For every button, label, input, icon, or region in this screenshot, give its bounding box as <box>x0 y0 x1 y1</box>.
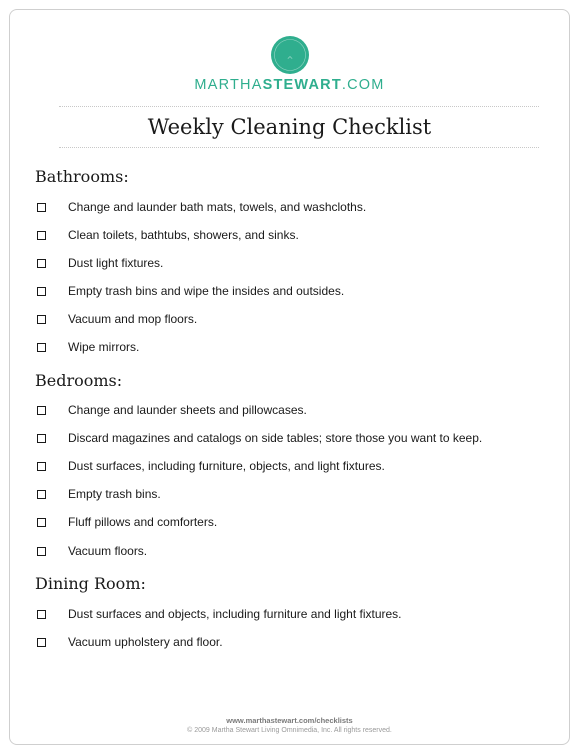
footer-url-link[interactable]: www.marthastewart.com/checklists <box>226 716 353 725</box>
checkbox[interactable] <box>37 518 46 527</box>
checklist-item-label: Dust light fixtures. <box>68 256 164 270</box>
checklist-item-label: Dust surfaces, including furniture, objects, and light fixtures. <box>68 459 385 473</box>
section-heading-bedrooms: Bedrooms: <box>35 371 123 390</box>
checklist-item[interactable] <box>37 283 344 299</box>
checklist-item[interactable] <box>37 606 402 622</box>
section-heading-bathrooms: Bathrooms: <box>35 167 129 186</box>
martha-stewart-seal-icon <box>271 36 309 74</box>
checklist-item[interactable] <box>37 402 307 418</box>
brand-name-part1: MARTHA <box>194 77 263 93</box>
checklist-item-label: Vacuum upholstery and floor. <box>68 635 223 649</box>
checklist-item-label: Wipe mirrors. <box>68 340 140 354</box>
checklist-item[interactable] <box>37 199 366 215</box>
title-divider-bottom <box>59 147 539 148</box>
checklist-item[interactable] <box>37 458 385 474</box>
checkbox[interactable] <box>37 406 46 415</box>
checkbox[interactable] <box>37 315 46 324</box>
checklist-item-label: Change and launder sheets and pillowcases. <box>68 403 307 417</box>
checklist-item[interactable] <box>37 255 163 271</box>
checklist-item-label: Fluff pillows and comforters. <box>68 515 218 529</box>
checkbox[interactable] <box>37 231 46 240</box>
checklist-item[interactable] <box>37 227 299 243</box>
checklist-item[interactable] <box>37 339 139 355</box>
checkbox[interactable] <box>37 638 46 647</box>
brand-name-part2: STEWART <box>262 77 342 93</box>
checkbox[interactable] <box>37 287 46 296</box>
checkbox[interactable] <box>37 462 46 471</box>
brand-name-part3: .COM <box>341 77 385 93</box>
checklist-item-label: Vacuum and mop floors. <box>68 312 198 326</box>
checklist-item[interactable] <box>37 514 217 530</box>
title-divider-top <box>59 106 539 107</box>
checkbox[interactable] <box>37 434 46 443</box>
checklist-item-label: Empty trash bins. <box>68 487 161 501</box>
checklist-item[interactable] <box>37 311 197 327</box>
checklist-item-label: Change and launder bath mats, towels, and washcloths. <box>68 200 367 214</box>
checkbox[interactable] <box>37 259 46 268</box>
checklist-item-label: Clean toilets, bathtubs, showers, and sinks. <box>68 228 299 242</box>
checkbox[interactable] <box>37 610 46 619</box>
checkbox[interactable] <box>37 490 46 499</box>
checklist-item[interactable] <box>37 543 147 559</box>
checklist-item-label: Dust surfaces and objects, including furniture and light fixtures. <box>68 607 402 621</box>
page-title: Weekly Cleaning Checklist <box>147 115 432 139</box>
checklist-item-label: Vacuum floors. <box>68 544 148 558</box>
checklist-item-label: Empty trash bins and wipe the insides and outsides. <box>68 284 345 298</box>
checkbox[interactable] <box>37 547 46 556</box>
section-heading-dining-room: Dining Room: <box>35 574 146 593</box>
brand-logo[interactable] <box>10 36 569 94</box>
checklist-item[interactable] <box>37 430 482 446</box>
footer-copyright: © 2009 Martha Stewart Living Omnimedia, Inc. All rights reserved. <box>187 727 392 734</box>
brand-wordmark <box>10 77 569 94</box>
checkbox[interactable] <box>37 203 46 212</box>
checklist-item[interactable] <box>37 634 223 650</box>
checklist-item-label: Discard magazines and catalogs on side tables; store those you want to keep. <box>68 431 483 445</box>
checkbox[interactable] <box>37 343 46 352</box>
page-footer <box>10 716 569 736</box>
checklist-item[interactable] <box>37 486 161 502</box>
checklist-page <box>9 9 570 745</box>
